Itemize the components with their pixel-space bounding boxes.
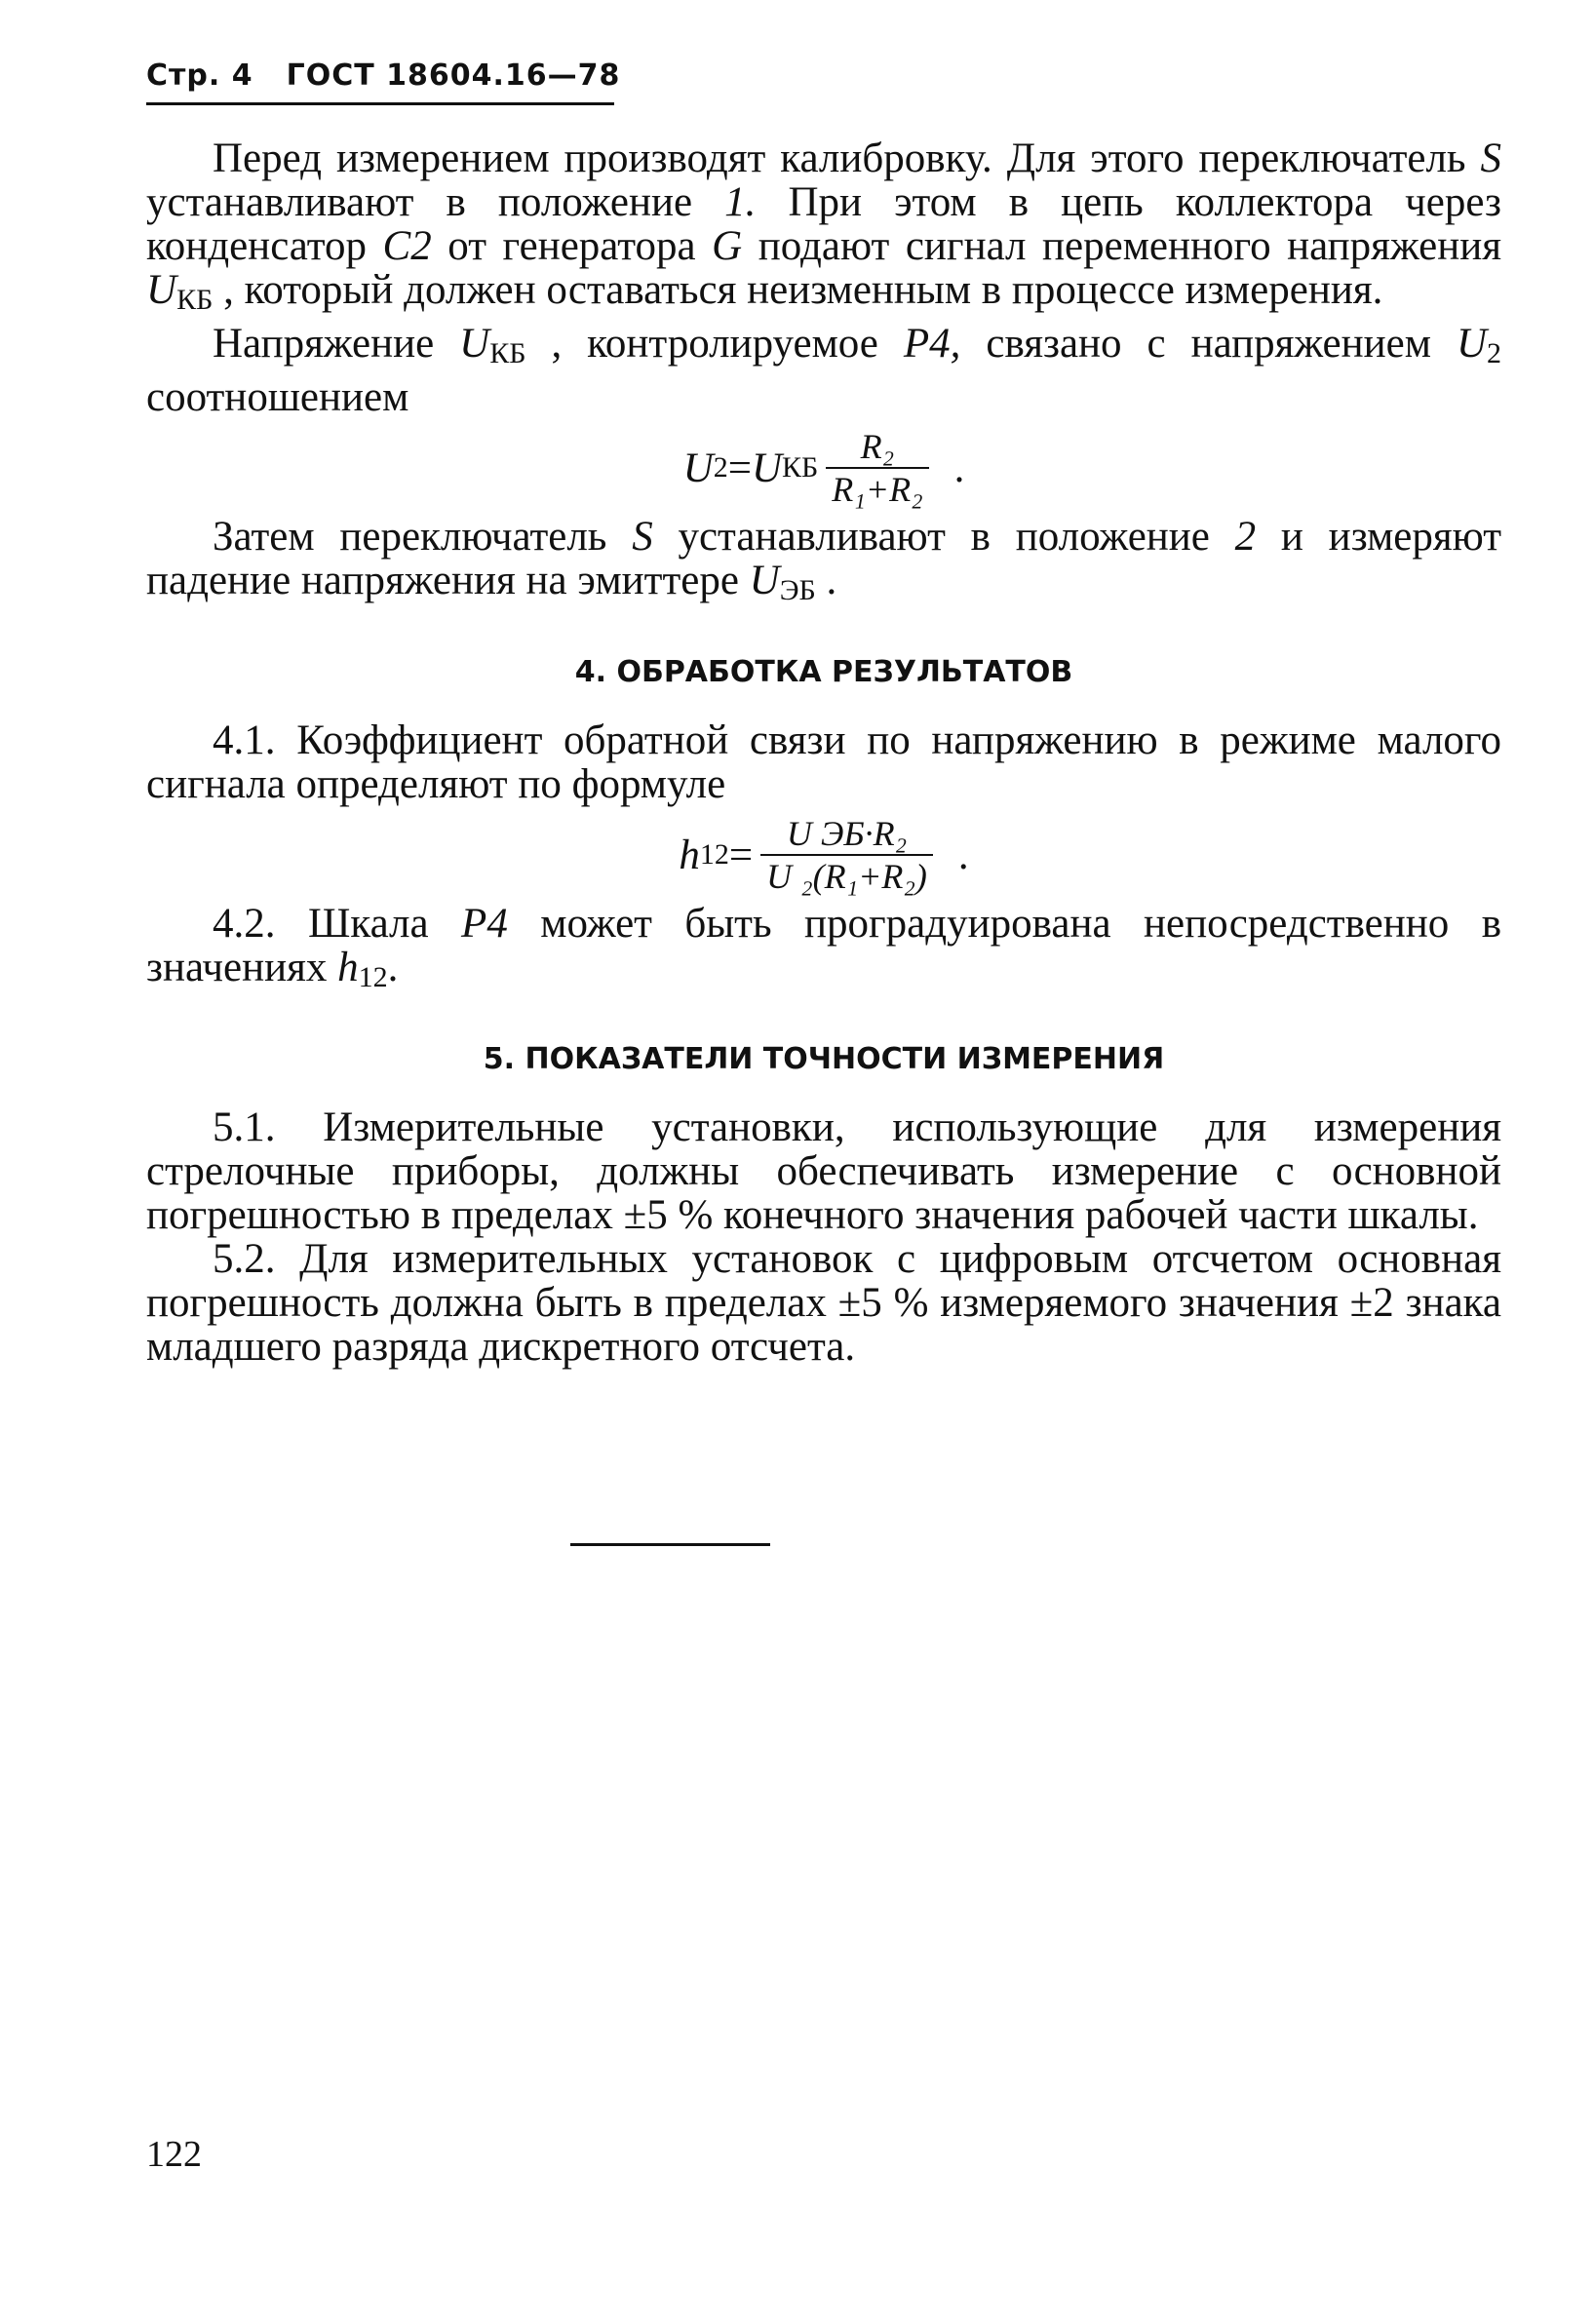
end-rule bbox=[570, 1543, 770, 1546]
paragraph-5-2: 5.2. Для измерительных установок с цифровым отсчетом основная погрешность должна быть в пределах ±5 % измеряемого значения ±2 знака младшего разряда дискретного отсчета. bbox=[146, 1236, 1501, 1370]
fraction bbox=[760, 816, 933, 894]
running-header bbox=[146, 58, 1501, 93]
standard-number: ГОСТ 18604.16—78 bbox=[286, 58, 621, 93]
fraction-bar bbox=[826, 467, 928, 469]
paragraph-voltage-relation: Напряжение $U_{КБ}$ , контролируемое P4, связано с напряжением $U_2$ соотношением bbox=[146, 321, 1501, 420]
document-page bbox=[146, 58, 1501, 1369]
fraction bbox=[826, 429, 928, 507]
formula-h12: h 12 = $\frac{\text{U ЭБ·R₂}}{\text{U ₂(R₁+R₂)}}$ . bbox=[679, 814, 969, 896]
section-heading-5: 5. ПОКАЗАТЕЛИ ТОЧНОСТИ ИЗМЕРЕНИЯ bbox=[483, 1042, 1165, 1076]
fraction-bar bbox=[760, 854, 933, 856]
header-rule bbox=[146, 102, 614, 105]
paragraph-4-1: 4.1. Коэффициент обратной связи по напряжению в режиме малого сигнала определяют по формуле bbox=[146, 717, 1501, 807]
page-label: Стр. 4 bbox=[146, 58, 253, 93]
paragraph-4-2: 4.2. Шкала P4 может быть проградуирована непосредственно в значениях $h_{12}$. bbox=[146, 901, 1502, 993]
fraction-numerator: U ЭБ·R₂ bbox=[786, 814, 908, 853]
paragraph-switch-position: Затем переключатель S устанавливают в положение 2 и измеряют падение напряжения на эмиттере $U_{ЭБ}$ . bbox=[146, 514, 1501, 606]
section-heading-4: 4. ОБРАБОТКА РЕЗУЛЬТАТОВ bbox=[574, 655, 1073, 689]
paragraph-calibration: Перед измерением производят калибровку. Для этого переключатель S устанавливают в положение 1. При этом в цепь коллектора через конденсатор C2 от генератора G подают сигнал переменного напряжения $U_{КБ}$ , который должен оставаться неизменным в процессе измерения. bbox=[146, 136, 1501, 316]
fraction-denominator: R₁+R₂ bbox=[832, 470, 923, 509]
formula-u2: U 2 = U КБ $\frac{\text{R₂}}{\text{R₁+R₂}}$ . bbox=[682, 427, 965, 509]
page-number: 122 bbox=[146, 2134, 202, 2175]
fraction-numerator: R₂ bbox=[860, 427, 895, 466]
paragraph-5-1: 5.1. Измерительные установки, использующие для измерения стрелочные приборы, должны обеспечивать измерение с основной погрешностью в пределах ±5 % конечного значения рабочей части шкалы. bbox=[146, 1104, 1501, 1238]
fraction-denominator: U ₂(R₁+R₂) bbox=[766, 857, 927, 896]
